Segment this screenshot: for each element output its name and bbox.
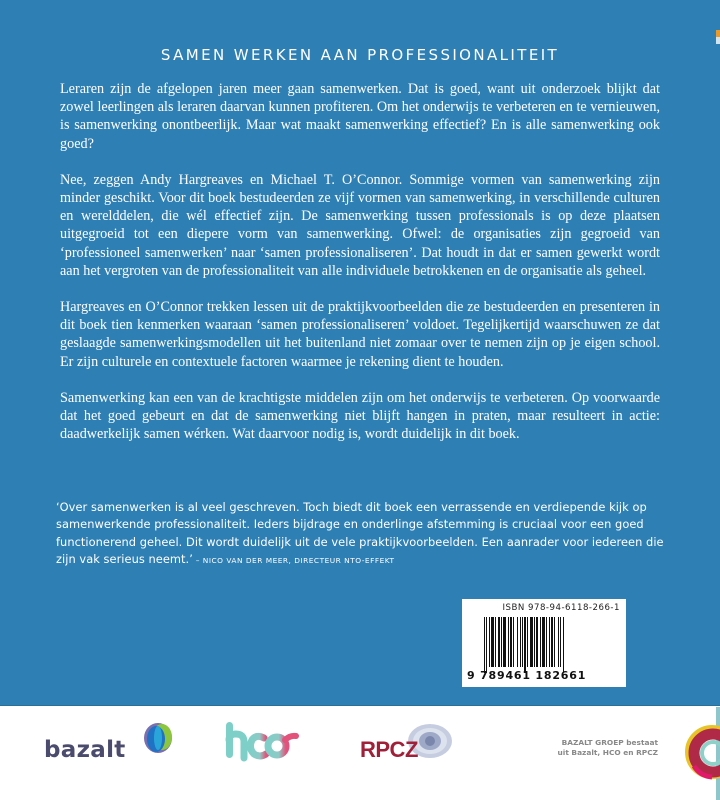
corner-color-mark <box>716 30 720 44</box>
rpcz-wordmark: RPCZ <box>360 737 418 762</box>
bazalt-wordmark: bazalt <box>44 737 126 763</box>
bazalt-sphere-icon <box>141 721 175 755</box>
bazalt-groep-ring-logo <box>682 722 720 787</box>
blurb-paragraph-2: Nee, zeggen Andy Hargreaves en Michael T. O’Connor. Sommige vormen van samenwerking zijn minder geschikt. Voor dit boek bestudeerden ze vijf vormen van samenwerking, in verschillende culturen en werelddelen, die wél effectief zijn. De samenwerking tussen professionals is op deze plaatsen uitgegroeid tot een diepere vorm van samenwerking. Ofwel: de organisaties zijn gegroeid van ‘professioneel samenwerken’ naar ‘samen professionaliseren’. Dat houdt in dat er samen gewerkt wordt aan het vergroten van de professionaliteit van alle individuele betrokkenen en de organisatie als geheel. <box>60 171 660 279</box>
quote-attribution: – NICO VAN DER MEER, DIRECTEUR NTO-EFFEKT <box>192 556 395 566</box>
blurb-paragraph-3: Hargreaves en O’Connor trekken lessen uit de praktijkvoorbeelden die ze bestudeerden en presenteren in dit boek tien kenmerken waaraan ‘samen professionaliseren’ voldoet. Tegelijkertijd waarschuwen ze dat geslaagde samenwerkingsmodellen uit het buitenland niet zomaar over te nemen zijn op je eigen school. Er zijn culturele en contextuele factoren waarmee je rekening dient te houden. <box>60 299 660 370</box>
groep-line-2: uit Bazalt, HCO en RPCZ <box>557 748 658 757</box>
blurb-text <box>60 80 660 443</box>
endorsement-quote <box>56 499 664 570</box>
isbn-label: ISBN 978-94-6118-266-1 <box>502 603 620 613</box>
hco-mark-icon <box>222 720 302 764</box>
bazalt-groep-text <box>540 738 658 758</box>
blurb-paragraph-1: Leraren zijn de afgelopen jaren meer gaan samenwerken. Dat is goed, want uit onderzoek blijkt dat zowel leerlingen als leraren daarvan kunnen profiteren. Om het onderwijs te verbeteren en te vernieuwen, is samenwerking onontbeerlijk. Maar wat maakt samenwerking effectief? En is alle samenwerking ook goed? <box>60 81 660 152</box>
quote-text: ‘Over samenwerken is al veel geschreven. Toch biedt dit boek een verrassende en verdiepende kijk op samenwerkende professionaliteit. Ieders bijdrage en onderlinge afstemming is cruciaal voor een goed functionerend geheel. Dit wordt duidelijk uit de vele praktijkvoorbeelden. Een aanrader voor iedereen die zijn vak serieus neemt.’ <box>56 500 664 567</box>
isbn-digits: 9 789461 182661 <box>467 669 587 682</box>
hco-logo <box>222 720 302 769</box>
cover-title: SAMEN WERKEN AAN PROFESSIONALITEIT <box>160 46 560 64</box>
barcode-bars <box>484 617 608 671</box>
groep-line-1: BAZALT GROEP bestaat <box>561 738 658 747</box>
blurb-paragraph-4: Samenwerking kan een van de krachtigste middelen zijn om het onderwijs te verbeteren. Op voorwaarde dat het goed gebeurt en dat de samenwerking niet blijft hangen in praten, maar resulteert in actie: daadwerkelijk samen wérken. Wat daarvoor nodig is, wordt duidelijk in dit boek. <box>60 389 660 443</box>
isbn-barcode <box>462 599 626 687</box>
ring-icon <box>682 722 720 782</box>
bazalt-logo <box>44 733 174 773</box>
